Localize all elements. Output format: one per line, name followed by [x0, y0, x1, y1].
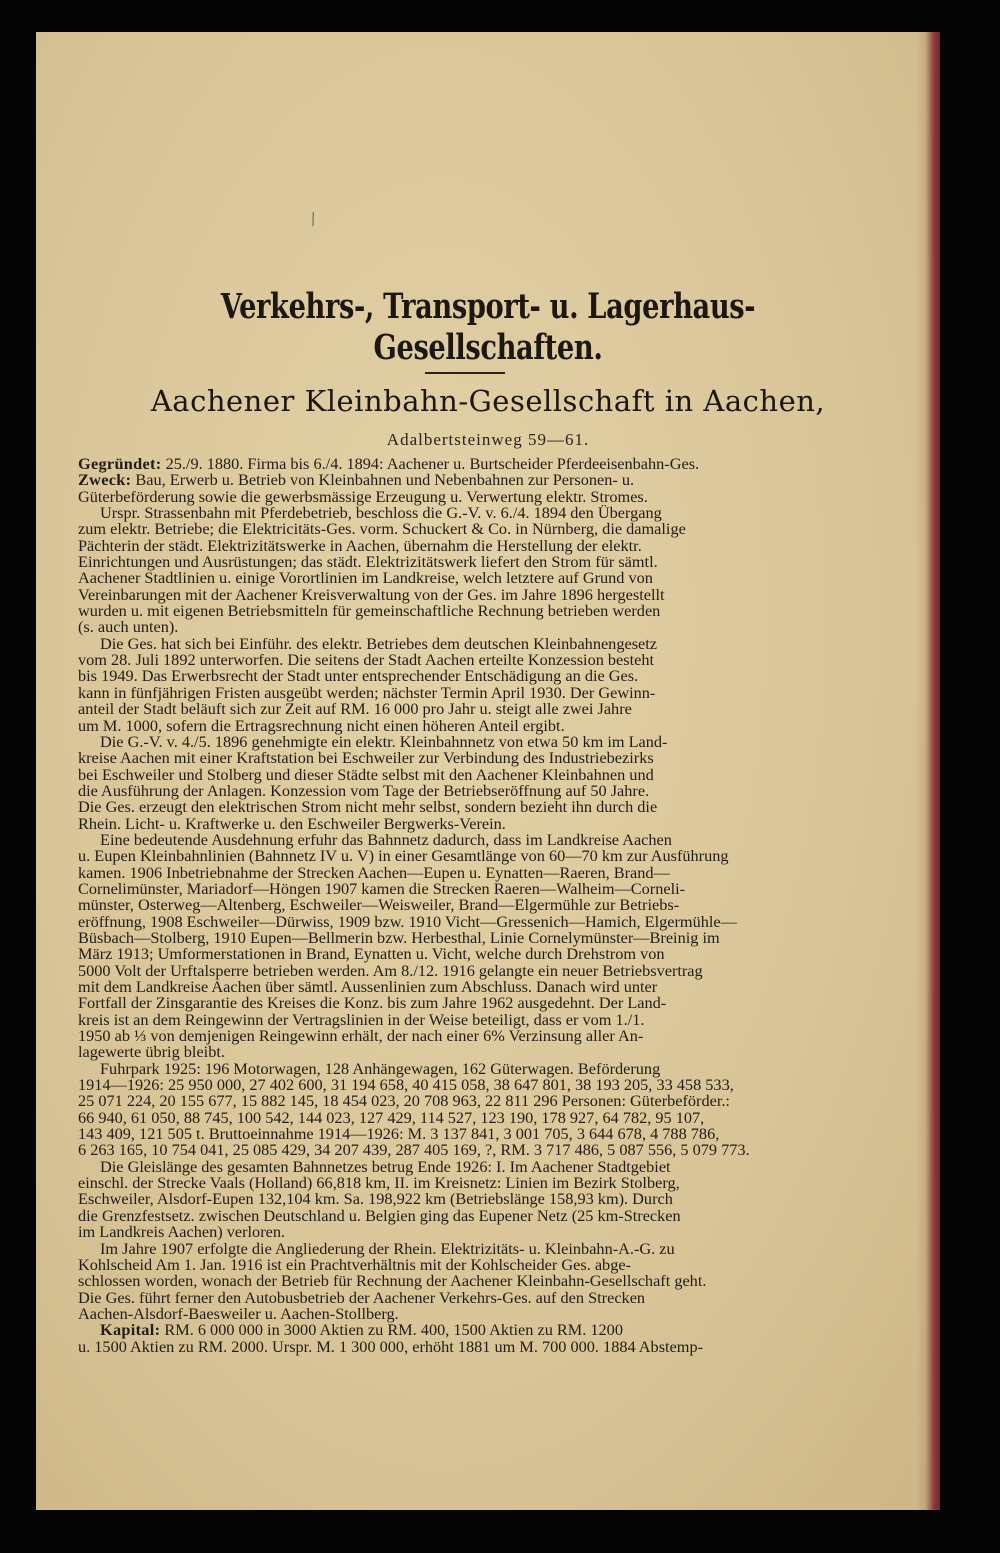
line-text: Büsbach—Stolberg, 1910 Eupen—Bellmerin bzw. Herbesthal, Linie Cornelymünster—Breinig im: [78, 927, 720, 947]
line-text: RM. 6 000 000 in 3000 Aktien zu RM. 400, 1500 Aktien zu RM. 1200: [160, 1320, 623, 1340]
line-text: kreis ist an dem Reingewinn der Vertragslinien in der Weise beteiligt, dass er vom 1./1.: [78, 1009, 645, 1029]
line-text: im Landkreis Aachen) verloren.: [78, 1222, 286, 1242]
line-text: März 1913; Umformerstationen in Brand, Eynatten u. Vicht, welche durch Drehstrom von: [78, 944, 665, 964]
line-text: 143 409, 121 505 t. Bruttoeinnahme 1914—1926: M. 3 137 841, 3 001 705, 3 644 678, 4 788 786,: [78, 1124, 720, 1144]
field-label: Gegründet:: [78, 454, 162, 473]
line-text: Rhein. Licht- u. Kraftwerke u. den Eschweiler Bergwerks-Verein.: [78, 813, 506, 833]
line-text: einschl. der Strecke Vaals (Holland) 66,818 km, II. im Kreisnetz: Linien im Bezirk Stolberg,: [78, 1173, 680, 1193]
line-text: Pächterin der städt. Elektrizitätswerke in Aachen, übernahm die Herstellung der elektr.: [78, 535, 642, 555]
line-text: münster, Osterweg—Altenberg, Eschweiler—Weisweiler, Brand—Elgermühle zur Betriebs-: [78, 895, 680, 915]
line-text: 66 940, 61 050, 88 745, 100 542, 144 023, 127 429, 114 527, 123 190, 178 927, 64 782, 95 107,: [78, 1107, 705, 1127]
line-text: 6 263 165, 10 754 041, 25 085 429, 34 207 439, 287 405 169, ?, RM. 3 717 486, 5 087 556, 5 079 773.: [78, 1140, 750, 1160]
line-text: Die G.-V. v. 4./5. 1896 genehmigte ein elektr. Kleinbahnnetz von etwa 50 km im Land-: [100, 731, 668, 751]
line-text: u. 1500 Aktien zu RM. 2000. Urspr. M. 1 300 000, erhöht 1881 um M. 700 000. 1884 Abstemp-: [78, 1336, 704, 1356]
line-text: Eschweiler, Alsdorf-Eupen 132,104 km. Sa. 198,922 km (Betriebslänge 158,93 km). Durch: [78, 1189, 673, 1209]
line-text: kamen. 1906 Inbetriebnahme der Strecken Aachen—Eupen u. Eynatten—Raeren, Brand—: [78, 862, 670, 882]
line-text: anteil der Stadt beläuft sich zur Zeit auf RM. 16 000 pro Jahr u. steigt alle zwei Jahre: [78, 699, 632, 719]
company-address: Adalbertsteinweg 59—61.: [386, 430, 590, 449]
line-text: Im Jahre 1907 erfolgte die Angliederung der Rhein. Elektrizitäts- u. Kleinbahn-A.-G. zu: [100, 1238, 675, 1258]
text-line: [78, 603, 934, 619]
line-text: 25 071 224, 20 155 677, 15 882 145, 18 454 023, 20 708 963, 22 811 296 Personen: Güterbeförder.:: [78, 1091, 730, 1111]
company-title: Aachener Kleinbahn-Gesellschaft in Aachen,: [150, 384, 826, 418]
line-text: Die Ges. erzeugt den elektrischen Strom nicht mehr selbst, sondern bezieht ihn durch die: [78, 797, 658, 817]
line-text: kann in fünfjährigen Fristen ausgeübt werden; nächster Termin April 1930. Der Gewinn-: [78, 682, 656, 702]
line-text: lagewerte übrig bleibt.: [78, 1042, 225, 1062]
line-text: Die Ges. hat sich bei Einführ. des elektr. Betriebes dem deutschen Kleinbahnengesetz: [100, 633, 658, 653]
line-text: Fortfall der Zinsgarantie des Kreises die Konz. bis zum Jahre 1962 ausgedehnt. Der Land-: [78, 993, 667, 1013]
line-text: Vereinbarungen mit der Aachener Kreisverwaltung von der Ges. im Jahre 1896 hergestellt: [78, 584, 665, 604]
line-text: schlossen worden, wonach der Betrieb für Rechnung der Aachener Kleinbahn-Gesellschaft geht.: [78, 1271, 707, 1291]
divider: [425, 372, 505, 374]
line-text: zum elektr. Betriebe; die Elektricitäts-Ges. vorm. Schuckert & Co. in Nürnberg, die damalige: [78, 519, 686, 539]
line-text: 25./9. 1880. Firma bis 6./4. 1894: Aachener u. Burtscheider Pferdeeisenbahn-Ges.: [161, 454, 700, 473]
line-text: Die Gleislänge des gesamten Bahnnetzes betrug Ende 1926: I. Im Aachener Stadtgebiet: [100, 1156, 671, 1176]
line-text: Fuhrpark 1925: 196 Motorwagen, 128 Anhängewagen, 162 Güterwagen. Beförderung: [100, 1058, 661, 1078]
line-text: bei Eschweiler und Stolberg und dieser Städte selbst mit den Aachener Kleinbahnen und: [78, 764, 654, 784]
line-text: 5000 Volt der Urftalsperre betrieben werden. Am 8./12. 1916 gelangte ein neuer Betriebsvertrag: [78, 960, 703, 980]
line-text: Die Ges. führt ferner den Autobusbetrieb der Aachener Verkehrs-Ges. auf den Strecken: [78, 1287, 646, 1307]
line-text: die Grenzfestsetz. zwischen Deutschland u. Belgien ging das Eupener Netz (25 km-Strecken: [78, 1205, 681, 1225]
line-text: Aachen-Alsdorf-Baesweiler u. Aachen-Stollberg.: [78, 1303, 399, 1323]
article-body: [78, 456, 934, 1355]
line-text: bis 1949. Das Erwerbsrecht der Stadt unter entsprechender Entschädigung an die Ges.: [78, 666, 639, 686]
field-label: Zweck:: [78, 470, 132, 490]
line-text: Aachener Stadtlinien u. einige Vorortlinien im Landkreise, welch letztere auf Grund von: [78, 568, 653, 588]
text-line: [78, 1336, 934, 1356]
line-text: Kohlscheid Am 1. Jan. 1916 ist ein Prachtverhältnis mit der Kohlscheider Ges. abge-: [78, 1254, 631, 1274]
line-text: die Ausführung der Anlagen. Konzession vom Tage der Betriebseröffnung auf 50 Jahre.: [78, 780, 650, 800]
line-text: vom 28. Juli 1892 unterworfen. Die seitens der Stadt Aachen erteilte Konzession besteht: [78, 650, 655, 670]
line-text: Einrichtungen und Ausrüstungen; das städt. Elektrizitätswerk liefert den Strom für sämtl.: [78, 552, 658, 572]
line-text: kreise Aachen mit einer Kraftstation bei Eschweiler zur Verbindung des Industriebezirks: [78, 748, 654, 768]
pencil-mark-icon: ⁄: [307, 210, 320, 229]
line-text: Cornelimünster, Mariadorf—Höngen 1907 kamen die Strecken Raeren—Walheim—Corneli-: [78, 878, 686, 898]
scanned-page: [36, 32, 940, 1510]
line-text: 1950 ab ⅓ von demjenigen Reingewinn erhält, der nach einer 6% Verzinsung aller An-: [78, 1026, 644, 1046]
line-text: Bau, Erwerb u. Betrieb von Kleinbahnen und Nebenbahnen zur Personen- u.: [131, 470, 635, 490]
line-text: u. Eupen Kleinbahnlinien (Bahnnetz IV u. V) in einer Gesamtlänge von 60—70 km zur Ausführung: [78, 846, 729, 866]
line-text: Urspr. Strassenbahn mit Pferdebetrieb, beschloss die G.-V. v. 6./4. 1894 den Übergang: [100, 503, 662, 523]
line-text: (s. auch unten).: [78, 617, 179, 637]
line-text: eröffnung, 1908 Eschweiler—Dürwiss, 1909 bzw. 1910 Vicht—Gressenich—Hamich, Elgermühle—: [78, 911, 737, 931]
field-label: Kapital:: [100, 1320, 161, 1340]
section-heading: Verkehrs-, Transport- u. Lagerhaus-Gesellschaften.: [220, 286, 756, 368]
line-text: 1914—1926: 25 950 000, 27 402 600, 31 194 658, 40 415 058, 38 647 801, 38 193 205, 33 458 533,: [78, 1075, 734, 1095]
line-text: Güterbeförderung sowie die gewerbsmässige Erzeugung u. Verwertung elektr. Stromes.: [78, 486, 648, 506]
line-text: mit dem Landkreise Aachen über sämtl. Aussenlinien zum Abschluss. Danach wird unter: [78, 977, 658, 996]
line-text: Eine bedeutende Ausdehnung erfuhr das Bahnnetz dadurch, dass im Landkreise Aachen: [100, 829, 672, 849]
line-text: wurden u. mit eigenen Betriebsmitteln für gemeinschaftliche Rechnung betrieben werden: [78, 601, 661, 621]
line-text: um M. 1000, sofern die Ertragsrechnung nicht einen höheren Anteil ergibt.: [78, 715, 565, 735]
